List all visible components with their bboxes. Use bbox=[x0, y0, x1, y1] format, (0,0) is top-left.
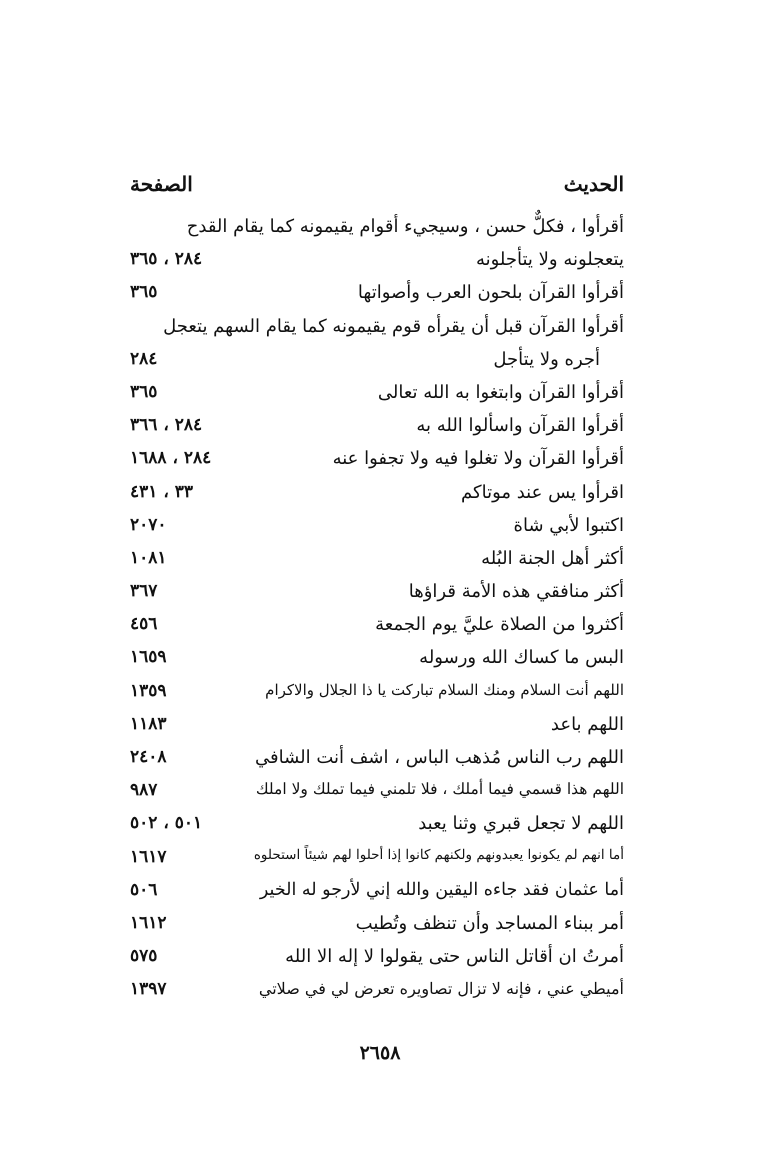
hadith-text: اكتبوا لأبي شاة bbox=[513, 514, 624, 536]
hadith-column-header: الحديث bbox=[563, 172, 624, 196]
index-entry bbox=[130, 710, 624, 743]
hadith-text: أقرأوا القرآن ولا تغلوا فيه ولا تجفوا عنه bbox=[332, 448, 624, 470]
hadith-text: اللهم باعد bbox=[550, 713, 624, 735]
index-entry bbox=[130, 544, 624, 577]
page-reference: ١٣٥٩ bbox=[130, 680, 167, 701]
hadith-text: أميطي عني ، فإنه لا تزال تصاويره تعرض لي في صلاتي bbox=[258, 979, 624, 999]
index-entry bbox=[130, 245, 624, 278]
index-entry bbox=[130, 278, 624, 311]
hadith-text: اللهم هذا قسمي فيما أملك ، فلا تلمني فيما تملك ولا املك bbox=[255, 780, 624, 799]
index-entry bbox=[130, 345, 624, 378]
hadith-text: اقرأوا يس عند موتاكم bbox=[461, 481, 624, 503]
hadith-text: أقرأوا القرآن بلحون العرب وأصواتها bbox=[357, 282, 624, 304]
index-entry bbox=[130, 610, 624, 643]
page-reference: ٩٨٧ bbox=[130, 780, 158, 801]
hadith-text: أكثر أهل الجنة البُله bbox=[481, 547, 624, 569]
page-reference: ٤٥٦ bbox=[130, 614, 158, 635]
hadith-text: يتعجلونه ولا يتأجلونه bbox=[475, 249, 624, 271]
page-reference: ٣٦٧ bbox=[130, 581, 158, 602]
page-reference: ٢٨٤ ، ٣٦٥ bbox=[130, 249, 203, 270]
index-entry bbox=[130, 909, 624, 942]
page-reference: ١٦١٧ bbox=[130, 846, 167, 867]
index-entry bbox=[130, 843, 624, 876]
page-reference: ٥٧٥ bbox=[130, 946, 158, 967]
hadith-text: أكثروا من الصلاة عليَّ يوم الجمعة bbox=[375, 614, 624, 636]
index-entry bbox=[130, 444, 624, 477]
index-entry bbox=[130, 643, 624, 676]
index-entry bbox=[130, 411, 624, 444]
hadith-text: أما عثمان فقد جاءه اليقين والله إني لأرجو له الخير bbox=[259, 879, 624, 900]
page-reference: ١٦٥٩ bbox=[130, 647, 167, 668]
hadith-text: أمرتُ ان أقاتل الناس حتى يقولوا لا إله الا الله bbox=[285, 946, 624, 968]
column-headers bbox=[130, 172, 624, 202]
index-entry bbox=[130, 876, 624, 909]
page-reference: ٥٠١ ، ٥٠٢ bbox=[130, 813, 203, 834]
page-reference: ١٣٩٧ bbox=[130, 979, 167, 1000]
page-reference: ١٦١٢ bbox=[130, 912, 167, 933]
page-reference: ٢٨٤ ، ١٦٨٨ bbox=[130, 448, 212, 469]
page-reference: ١٠٨١ bbox=[130, 547, 167, 568]
index-entry bbox=[130, 312, 624, 345]
hadith-text: أكثر منافقي هذه الأمة قراؤها bbox=[408, 581, 624, 603]
index-entry bbox=[130, 212, 624, 245]
page-column-header: الصفحة bbox=[130, 172, 193, 196]
page-reference: ٢٠٧٠ bbox=[130, 514, 167, 535]
index-entry bbox=[130, 577, 624, 610]
page-reference: ٢٨٤ ، ٣٦٦ bbox=[130, 415, 203, 436]
index-entry bbox=[130, 809, 624, 842]
page-reference: ٣٦٥ bbox=[130, 282, 158, 303]
hadith-text: أقرأوا ، فكلٌّ حسن ، وسيجيء أقوام يقيمونه كما يقام القدح bbox=[186, 216, 624, 237]
hadith-text: أما انهم لم يكونوا يعبدونهم ولكنهم كانوا إذا أحلوا لهم شيئاً استحلوه bbox=[253, 846, 624, 863]
index-entry bbox=[130, 942, 624, 975]
index-entry bbox=[130, 478, 624, 511]
hadith-text: أقرأوا القرآن وابتغوا به الله تعالى bbox=[377, 381, 624, 403]
hadith-text: اللهم أنت السلام ومنك السلام تباركت يا ذا الجلال والاكرام bbox=[265, 680, 624, 699]
hadith-text: أقرأوا القرآن قبل أن يقرأه قوم يقيمونه كما يقام السهم يتعجل bbox=[163, 315, 624, 337]
index-entry bbox=[130, 511, 624, 544]
page-reference: ٣٣ ، ٤٣١ bbox=[130, 481, 193, 502]
hadith-text: أقرأوا القرآن واسألوا الله به bbox=[416, 415, 624, 437]
hadith-index-list bbox=[130, 212, 624, 1009]
hadith-text: البس ما كساك الله ورسوله bbox=[419, 647, 624, 669]
hadith-text: اللهم رب الناس مُذهب الباس ، اشف أنت الشافي bbox=[255, 747, 624, 768]
index-entry bbox=[130, 975, 624, 1008]
hadith-text: اللهم لا تجعل قبري وثنا يعبد bbox=[418, 813, 624, 835]
page-number: ٢٦٥٨ bbox=[359, 1042, 401, 1064]
index-entry bbox=[130, 743, 624, 776]
index-entry bbox=[130, 677, 624, 710]
page-reference: ٢٤٠٨ bbox=[130, 747, 167, 767]
page-reference: ٢٨٤ bbox=[130, 348, 158, 369]
hadith-text: أجره ولا يتأجل bbox=[493, 348, 600, 370]
index-entry bbox=[130, 776, 624, 809]
index-entry bbox=[130, 378, 624, 411]
page-reference: ٥٠٦ bbox=[130, 879, 158, 900]
hadith-text: أمر ببناء المساجد وأن تنظف وتُطيب bbox=[355, 912, 624, 934]
page-reference: ٣٦٥ bbox=[130, 381, 158, 402]
page-reference: ١١٨٣ bbox=[130, 713, 167, 734]
